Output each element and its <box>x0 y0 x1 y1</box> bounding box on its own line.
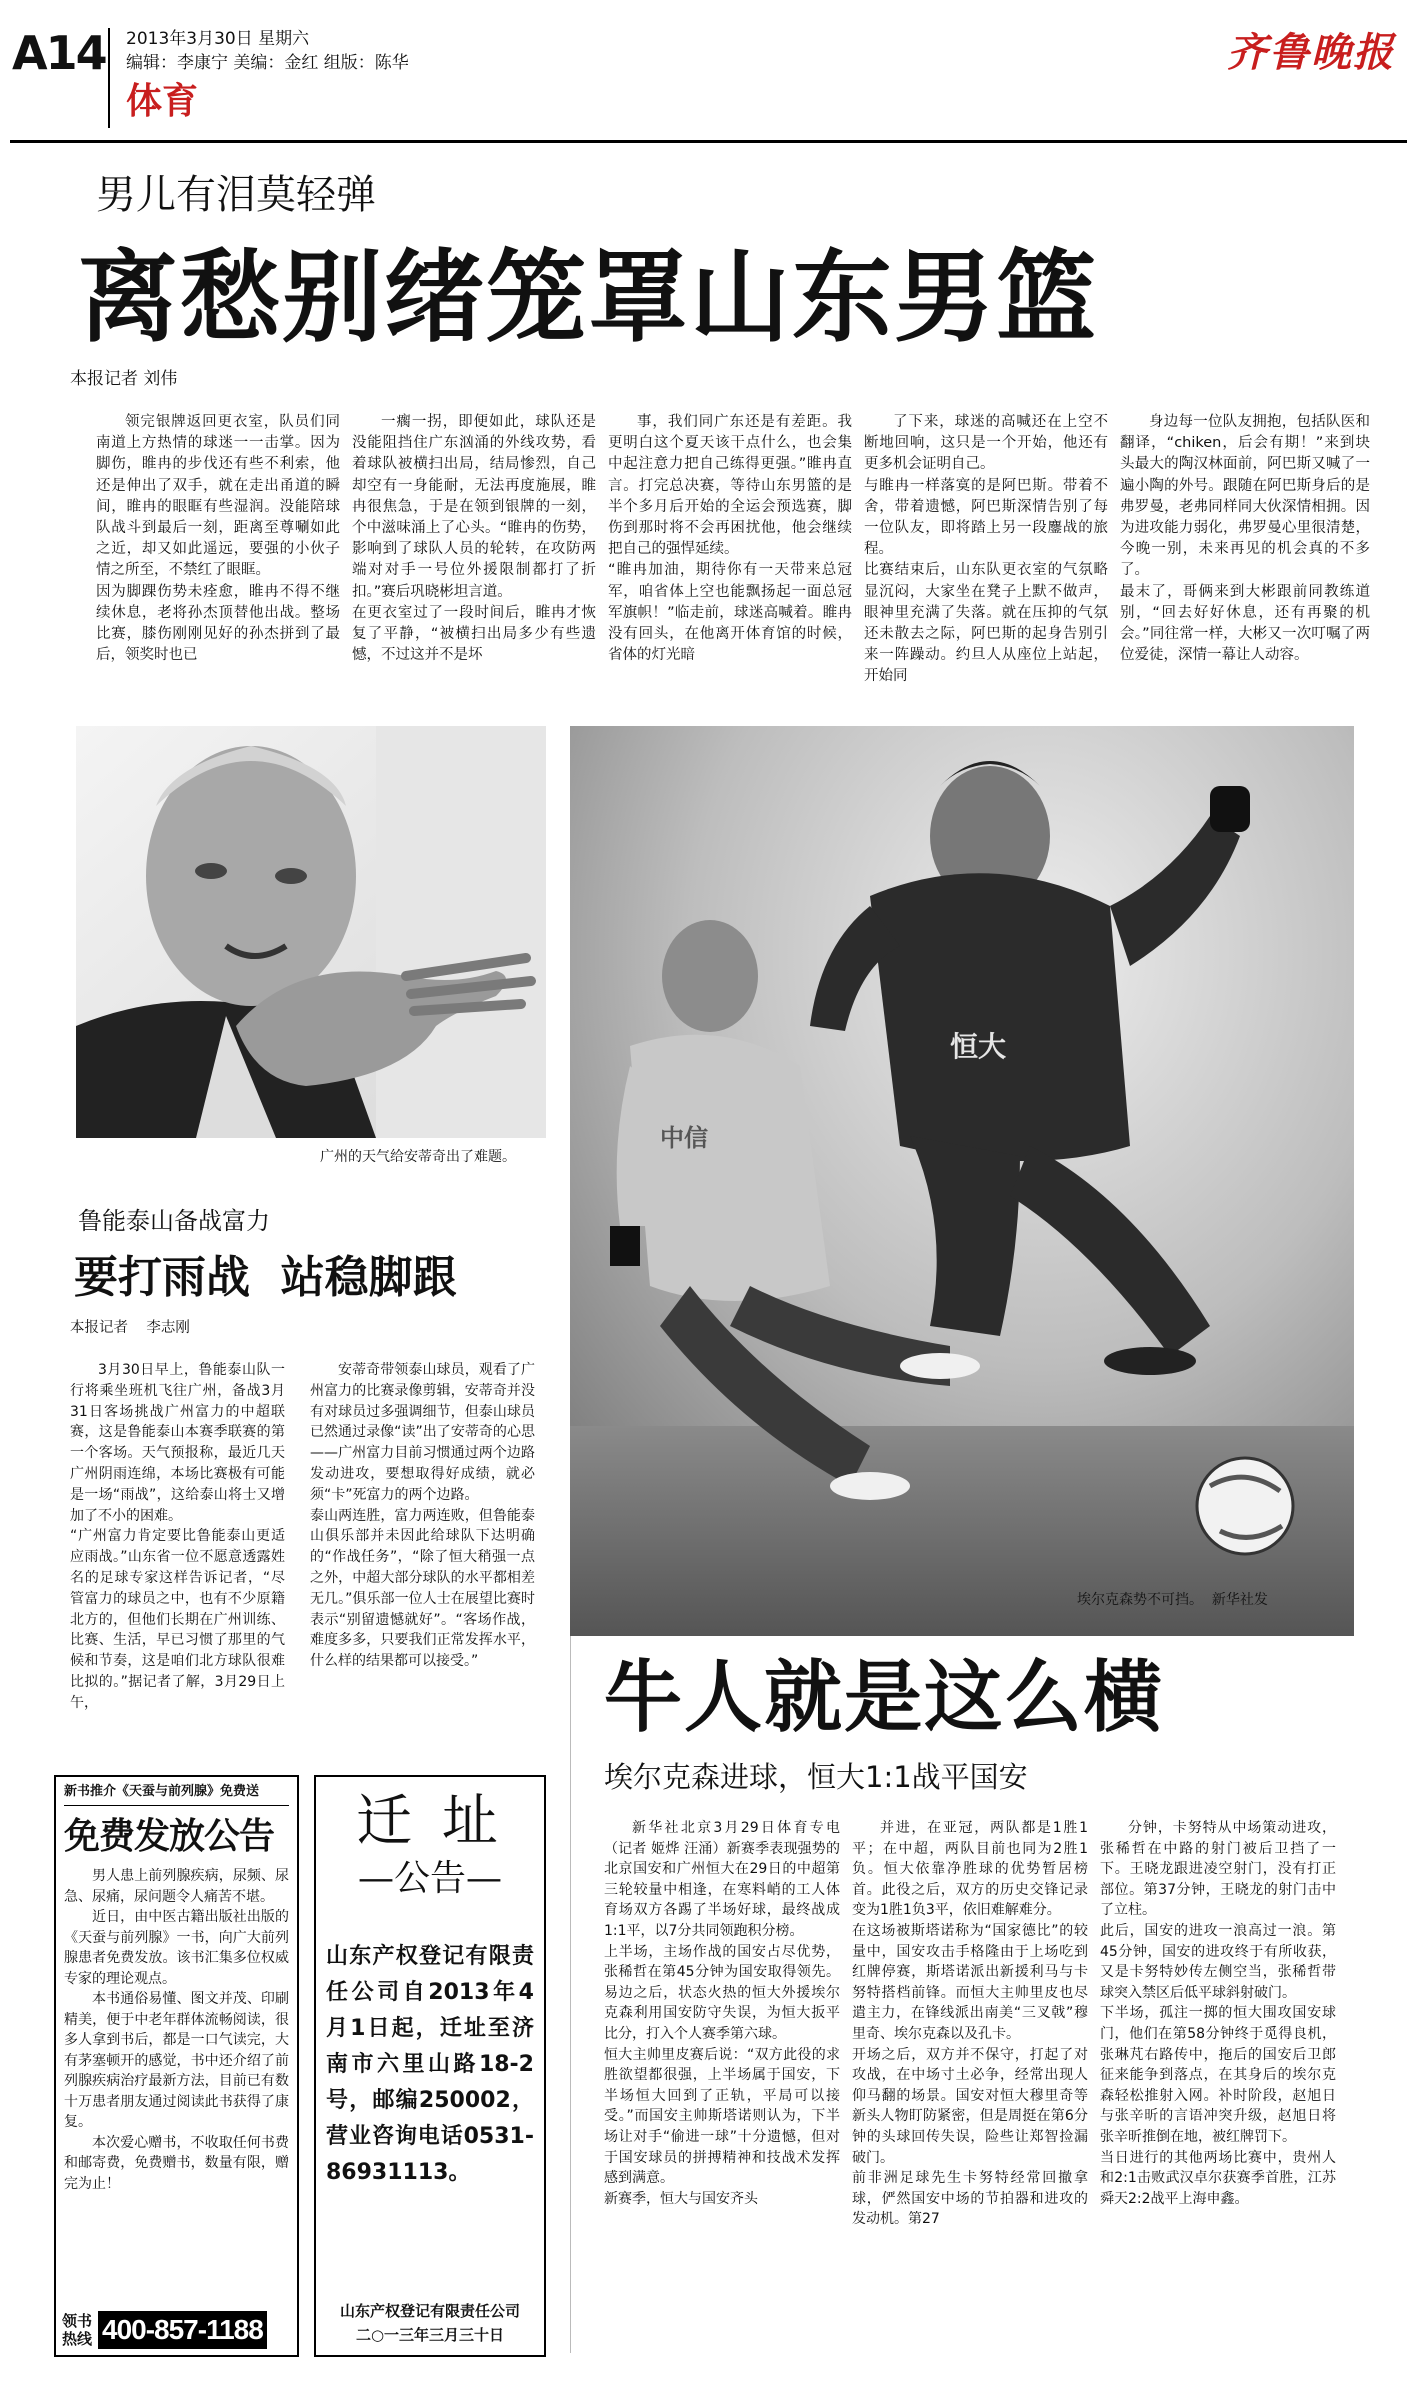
lead-column-5 <box>1120 412 1370 666</box>
side-column-1 <box>70 1360 285 1714</box>
coach-photo-image <box>76 726 546 1138</box>
page-number: A14 <box>12 26 106 80</box>
book-ad-paragraph: 本次爱心赠书，不收取任何书费和邮寄费，免费赠书，数量有限，赠完为止！ <box>64 2134 289 2192</box>
lead-headline: 离愁别绪笼罩山东男篮 <box>78 239 1098 356</box>
side-column-2 <box>310 1360 535 1672</box>
book-ad-title: 免费发放公告 <box>64 1816 275 1857</box>
match-column-2 <box>852 1818 1088 2230</box>
book-ad-hotline-number: 400-857-1188 <box>98 2311 267 2349</box>
header-rule <box>10 140 1407 143</box>
svg-text:中信: 中信 <box>660 1124 708 1152</box>
masthead-logo: 齐鲁晚报 <box>1227 29 1395 76</box>
coach-photo-caption: 广州的天气给安蒂奇出了难题。 <box>320 1149 516 1165</box>
lead-byline: 本报记者 刘伟 <box>70 369 178 389</box>
lead-kicker: 男儿有泪莫轻弹 <box>96 172 376 218</box>
side-byline: 本报记者 李志刚 <box>70 1320 190 1336</box>
match-subheadline: 埃尔克森进球，恒大1:1战平国安 <box>604 1760 1028 1794</box>
move-ad-subtitle: —公告— <box>357 1858 502 1899</box>
match-column-1 <box>604 1818 840 2209</box>
side-column-text: 安蒂奇带领泰山球员，观看了广州富力的比赛录像剪辑，安蒂奇并没有对球员过多强调细节，但泰山球员已然通过录像“读”出了安蒂奇的心思——广州富力目前习惯通过两个边路发动进攻，要想取得好成绩，就必须“卡”死富力的两个边路。 泰山两连胜，富力两连败，但鲁能泰山俱乐部并未因此给球队下达明确的“作战任务”，“除了恒大稍强一点之外，中超大部分球队的水平都相差无几。”俱乐部一位人士在展望比赛时表示“别留遗憾就好”。“客场作战，难度多多，只要我们正常发挥水平，什么样的结果都可以接受。” <box>310 1362 535 1670</box>
side-kicker: 鲁能泰山备战富力 <box>78 1207 270 1235</box>
match-photo-caption: 埃尔克森势不可挡。 新华社发 <box>1077 1592 1268 1608</box>
lead-column-text: 一瘸一拐，即便如此，球队还是没能阻挡住广东汹涌的外线攻势，看着球队被横扫出局，结局惨烈，自己却空有一身能耐，无法再度施展，睢冉很焦急，于是在领到银牌的一刻，个中滋味涌上了心头。“睢冉的伤势，影响到了球队人员的轮转，在攻防两端对对手一号位外援限制都打了折扣。”赛后巩晓彬坦言道。 在更衣室过了一段时间后，睢冉才恢复了平静，“被横扫出局多少有些遗憾，不过这并不是坏 <box>352 414 596 664</box>
book-ad <box>54 1775 299 2357</box>
match-column-text: 分钟，卡努特从中场策动进攻，张稀哲在中路的射门被后卫挡了一下。王晓龙跟进凌空射门，没有打正部位。第37分钟，王晓龙的射门击中了立柱。 此后，国安的进攻一浪高过一浪。第45分钟，国安的进攻终于有所收获，又是卡努特妙传左侧空当，张稀哲带球突入禁区后低平球斜射破门。 下半场，孤注一掷的恒大围攻国安球门，他们在第58分钟终于觅得良机，张琳芃右路传中，拖后的国安后卫郎征来能争到落点，在其身后的埃尔克森轻松推射入网。补时阶段，赵旭日与张辛昕的言语冲突升级，赵旭日将张辛昕推倒在地，被红牌罚下。 当日进行的其他两场比赛中，贵州人和2:1击败武汉卓尔获赛季首胜，江苏舜天2:2战平上海申鑫。 <box>1100 1820 1336 2207</box>
coach-photo <box>76 726 546 1138</box>
match-column-text: 并进，在亚冠，两队都是1胜1平；在中超，两队目前也同为2胜1负。恒大依靠净胜球的优势暂居榜首。此役之后，双方的历史交锋记录变为1胜1负3平，依旧难解难分。 在这场被斯塔诺称为“国家德比”的较量中，国安攻击手格隆由于上场吃到红牌停赛，斯塔诺派出新援利马与卡努特搭档前锋。而恒大主帅里皮也尽遣主力，在锋线派出南美“三叉戟”穆里奇、埃尔克森以及孔卡。 开场之后，双方并不保守，打起了对攻战，在中场寸土必争，经常出现人仰马翻的场景。国安对恒大穆里奇等新头人物盯防紧密，但是周挺在第6分钟的头球回传失误，险些让郑智捡漏破门。 前非洲足球先生卡努特经常回撤拿球，俨然国安中场的节拍器和进攻的发动机。第27 <box>852 1820 1088 2228</box>
match-photo <box>570 726 1354 1636</box>
match-column-text: 新华社北京3月29日体育专电（记者 姬烨 汪涌）新赛季表现强势的北京国安和广州恒大在29日的中超第三轮较量中相逢，在寒料峭的工人体育场双方各踢了半场好球，最终战成1:1平，以7分共同领跑积分榜。 上半场，主场作战的国安占尽优势，张稀哲在第45分钟为国安取得领先。易边之后，状态火热的恒大外援埃尔克森利用国安防守失误，为恒大扳平比分，打入个人赛季第六球。 恒大主帅里皮赛后说：“双方此役的求胜欲望都很强，上半场属于国安，下半场恒大回到了正轨，平局可以接受。”而国安主帅斯塔诺则认为，下半场让对手“偷进一球”十分遗憾，但对于国安球员的拼搏精神和技战术发挥感到满意。 新赛季，恒大与国安齐头 <box>604 1820 840 2207</box>
book-ad-tag: 新书推介《天蚕与前列腺》免费送 <box>64 1783 289 1806</box>
move-ad <box>314 1775 546 2357</box>
section-title: 体育 <box>126 81 199 122</box>
book-ad-hotline-label: 领书 热线 <box>62 2312 93 2348</box>
lead-column-4 <box>864 412 1108 688</box>
book-ad-hotline-row <box>62 2311 267 2349</box>
move-ad-signoff-company: 山东产权登记有限责任公司 <box>339 2302 520 2320</box>
lead-column-2 <box>352 412 596 666</box>
book-ad-paragraph: 本书通俗易懂、图文并茂、印刷精美，便于中老年群体流畅阅读，很多人拿到书后，都是一口气读完，大有茅塞顿开的感觉，书中还介绍了前列腺疾病治疗最新方法，目前已有数十万患者朋友通过阅读此书获得了康复。 <box>64 1991 289 2130</box>
lead-column-text: 事，我们同广东还是有差距。我更明白这个夏天该干点什么，也会集中起注意力把自己练得更强。”睢冉直言。打完总决赛，等待山东男篮的是半个多月后开始的全运会预选赛，脚伤到那时将不会再困扰他，他会继续把自己的强悍延续。 “睢冉加油，期待你有一天带来总冠军，咱省体上空也能飘扬起一面总冠军旗帜！”临走前，球迷高喊着。睢冉没有回头，在他离开体育馆的时候，省体的灯光暗 <box>608 414 852 664</box>
side-column-text: 3月30日早上，鲁能泰山队一行将乘坐班机飞往广州，备战3月31日客场挑战广州富力的中超联赛，这是鲁能泰山本赛季联赛的第一个客场。天气预报称，最近几天广州阴雨连绵，本场比赛极有可能是一场“雨战”，这给泰山将士又增加了不小的困难。 “广州富力肯定要比鲁能泰山更适应雨战。”山东省一位不愿意透露姓名的足球专家这样告诉记者，“尽管富力的球员之中，也有不少原籍北方的，但他们长期在广州训练、比赛、生活，早已习惯了那里的气候和节奏，这是咱们北方球队很难比拟的。”据记者了解，3月29日上午， <box>70 1362 285 1711</box>
lead-column-text: 领完银牌返回更衣室，队员们同南道上方热情的球迷一一击掌。因为脚伤，睢冉的步伐还有些不利索，他还是伸出了双手，就在走出甬道的瞬间，睢冉的眼眶有些湿润。没能陪球队战斗到最后一刻，距离至尊唰如此之近，却又如此遥远，要强的小伙子情之所至，不禁红了眼眶。 因为脚踝伤势未痊愈，睢冉不得不继续休息，老将孙杰顶替他出战。整场比赛，膝伤刚刚见好的孙杰拼到了最后，领奖时也已 <box>96 414 340 664</box>
match-photo-image <box>570 726 1354 1636</box>
lead-column-1 <box>96 412 340 666</box>
side-headline: 要打雨战 站稳脚跟 <box>74 1252 457 1303</box>
match-column-3 <box>1100 1818 1336 2209</box>
lead-column-text: 身边每一位队友拥抱，包括队医和翻译，“chiken，后会有期！”来到块头最大的陶汉林面前，阿巴斯又喊了一遍小陶的外号。跟随在阿巴斯身后的是弗罗曼，老弗同样同大伙深情相拥。因为进攻能力弱化，弗罗曼心里很清楚，今晚一别，未来再见的机会真的不多了。 最末了，哥俩来到大彬跟前同教练道别，“回去好好休息，还有再聚的机会。”同往常一样，大彬又一次叮嘱了两位爱徒，深情一幕让人动容。 <box>1120 414 1370 664</box>
lead-column-3 <box>608 412 852 666</box>
svg-text:恒大: 恒大 <box>950 1030 1007 1063</box>
lead-column-text: 了下来，球迷的高喊还在上空不断地回响，这只是一个开始，他还有更多机会证明自己。 与睢冉一样落寞的是阿巴斯。带着不舍，带着遗憾，阿巴斯深情告别了每一位队友，即将踏上另一段鏖战的旅程。 比赛结束后，山东队更衣室的气氛略显沉闷，大家坐在凳子上默不做声，眼神里充满了失落。就在压抑的气氛还未散去之际，阿巴斯的起身告别引来一阵躁动。约旦人从座位上站起，开始同 <box>864 414 1108 685</box>
match-headline: 牛人就是这么横 <box>604 1653 1165 1743</box>
book-ad-paragraph: 男人患上前列腺疾病，尿频、尿急、尿痛，尿问题令人痛苦不堪。 <box>64 1868 289 1905</box>
staff-line: 编辑：李康宁 美编：金红 组版：陈华 <box>126 53 409 73</box>
header-divider <box>108 28 110 128</box>
move-ad-title: 迁 址 <box>356 1789 504 1854</box>
move-ad-body: 山东产权登记有限责任公司自2013年4月1日起，迁址至济南市六里山路18-2号，邮编250002，营业咨询电话0531-86931113。 <box>326 1944 534 2185</box>
book-ad-paragraph: 近日，由中医古籍出版社出版的《天蚕与前列腺》一书，向广大前列腺患者免费发放。该书汇集多位权威专家的理论观点。 <box>64 1909 289 1987</box>
move-ad-signoff-date: 二○一三年三月三十日 <box>355 2326 505 2344</box>
date-line: 2013年3月30日 星期六 <box>126 29 310 49</box>
